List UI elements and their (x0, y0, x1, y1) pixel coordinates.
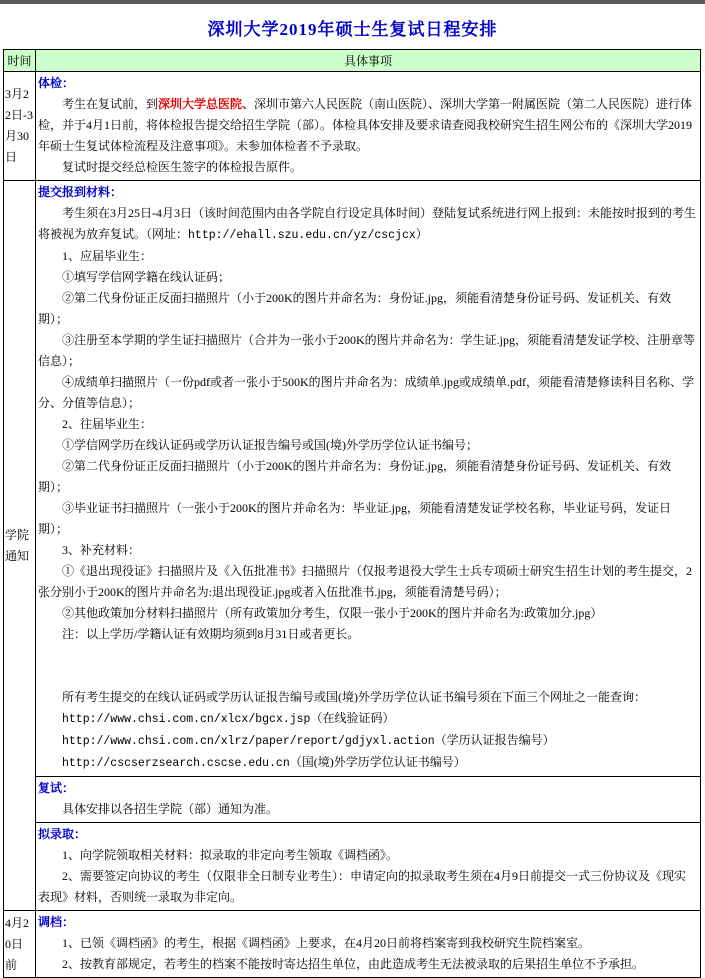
list-item: ①《退出现役证》扫描照片及《入伍批准书》扫描照片（仅报考退役大学生士兵专项硕士研究生招生计划的考生提交，2张分别小于200K的图片并命名为:退出现役证.jpg或者入伍批准书.jpg，须能看清楚号码）； (38, 564, 693, 599)
url-text-ehall: http://ehall.szu.edu.cn/yz/cscjcx (188, 229, 416, 242)
url-line (38, 752, 697, 774)
note-text: 注：以上学历/学籍认证有效期均须到8月31日或者更长。 (62, 627, 360, 641)
time-cell-physical-exam: 3月22日-3月30日 (4, 72, 36, 181)
list-item: ④成绩单扫描照片（一份pdf或者一张小于500K的图片并命名为：成绩单.jpg或成绩单.pdf，须能看清楚修读科目名称、学分、分值等信息）； (38, 375, 694, 410)
text-run: 考生须在3月25日-4月3日（该时间范围内由各学院自行设定具体时间）登陆复试系统进行网上报到：未能按时报到的考生将被视为放弃复试。（网址： (38, 206, 697, 241)
table-row-submit-materials (4, 181, 701, 777)
table-row-physical-exam (4, 72, 701, 181)
list-item: 2、往届毕业生： (62, 417, 153, 431)
section-heading-proposed-admission: 拟录取： (38, 827, 87, 841)
list-item: ②其他政策加分材料扫描照片（所有政策加分考生，仅限一张小于200K的图片并命名为:政策加分.jpg） (62, 606, 603, 620)
table-row-proposed-admission (4, 823, 701, 911)
list-item: ③注册至本学期的学生证扫描照片（合并为一张小于200K的图片并命名为：学生证.jpg，须能看清楚发证学校、注册章等信息）； (38, 333, 696, 368)
col-header-items: 具体事项 (36, 50, 701, 72)
url-line (38, 708, 697, 730)
section-proposed-admission (36, 823, 701, 911)
list-item: 1、应届毕业生： (62, 249, 153, 263)
list-item: 2、按教育部规定，若考生的档案不能按时寄达招生单位，由此造成考生无法被录取的后果招生单位不予承担。 (62, 957, 645, 971)
section-heading-file-transfer: 调档： (38, 915, 75, 929)
list-item: ②第二代身份证正反面扫描照片（小于200K的图片并命名为：身份证.jpg，须能看清楚身份证号码、发证机关、有效期）； (38, 291, 672, 326)
section-heading-submit-materials: 提交报到材料： (38, 185, 123, 199)
url-text-chsi-report: http://www.chsi.com.cn/xlrz/paper/report/gdjyxl.action (62, 735, 435, 748)
table-row-file-transfer (4, 911, 701, 978)
url-label: （学历认证报告编号） (434, 733, 555, 747)
section-file-transfer (36, 911, 701, 978)
list-item: ②第二代身份证正反面扫描照片（小于200K的图片并命名为：身份证.jpg，须能看清楚身份证号码、发证机关、有效期）； (38, 459, 672, 494)
section-heading-reexam: 复试： (38, 781, 75, 795)
text-run: 考生在复试前，到 (62, 97, 159, 111)
list-item: 1、向学院领取相关材料：拟录取的非定向考生领取《调档函》。 (62, 848, 399, 862)
paragraph: 复试时提交经总检医生签字的体检报告原件。 (62, 160, 303, 174)
list-item: ①学信网学历在线认证码或学历认证报告编号或国(境)外学历学位认证书编号； (62, 438, 478, 452)
list-item: 2、需要签定向协议的考生（仅限非全日制专业考生）：申请定向的拟录取考生须在4月9日前提交一式三份协议及《现实表现》材料，否则统一录取为非定向。 (38, 869, 687, 904)
url-text-chsi-online: http://www.chsi.com.cn/xlcx/bgcx.jsp (62, 713, 311, 726)
section-physical-exam (36, 72, 701, 181)
col-header-time: 时间 (4, 50, 36, 72)
paragraph: 所有考生提交的在线认证码或学历认证报告编号或国(境)外学历学位认证书编号须在下面三个网址之一能查询： (62, 690, 646, 704)
paragraph (38, 94, 697, 157)
url-label: （国(境)外学历学位认证书编号） (289, 755, 466, 769)
schedule-table (3, 49, 701, 978)
list-item: ③毕业证书扫描照片（一张小于200K的图片并命名为：毕业证.jpg，须能看清楚发证学校名称，毕业证号码，发证日期）； (38, 501, 672, 536)
url-label: （在线验证码） (310, 711, 395, 725)
paragraph: 具体安排以各招生学院（部）通知为准。 (62, 802, 279, 816)
section-submit-materials (36, 181, 701, 777)
text-run: 深圳市第六人民医院（南山医院）、深圳大学第一附属医院（第二人民医院）进行体检，并于4月1日前，将体检报告提交给招生学院（部）。体检具体安排及要求请查阅我校研究生招生网公布的《深圳大学2019年硕士生复试体检流程及注意事项》。未参加体检者不予录取。 (38, 97, 693, 153)
section-reexam (36, 777, 701, 823)
page-title: 深圳大学2019年硕士生复试日程安排 (207, 20, 498, 39)
time-cell-college-notice: 学院通知 (4, 181, 36, 911)
list-item: 3、补充材料： (62, 543, 141, 557)
paragraph (38, 203, 697, 246)
time-cell-file-transfer: 4月20日前 (4, 911, 36, 978)
url-line (38, 730, 697, 752)
table-row-reexam (4, 777, 701, 823)
url-text-cscse: http://cscserzsearch.cscse.edu.cn (62, 757, 290, 770)
text-run: ） (415, 227, 428, 241)
list-item: ①填写学信网学籍在线认证码； (62, 270, 231, 284)
list-item: 1、已领《调档函》的考生，根据《调档函》上要求，在4月20日前将档案寄到我校研究生院档案室。 (62, 936, 591, 950)
section-heading-physical-exam: 体检： (38, 76, 75, 90)
highlight-red-hospital-name: 深圳大学总医院、 (158, 97, 255, 111)
table-header-row (4, 50, 701, 72)
